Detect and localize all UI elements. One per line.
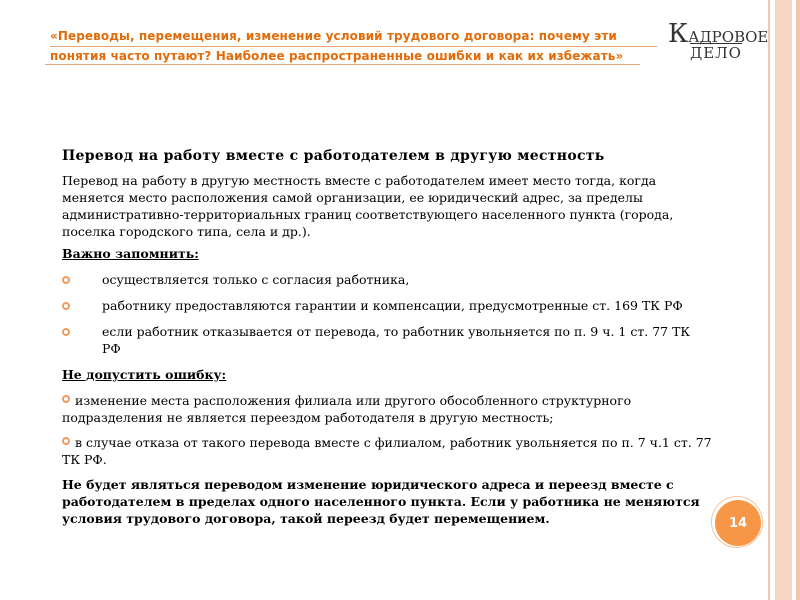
- bullet-ring-icon: [62, 437, 70, 445]
- bullet-ring-icon: [62, 302, 70, 310]
- header-underline: [45, 64, 640, 65]
- important-label: Важно запомнить:: [62, 246, 199, 261]
- intro-paragraph: Перевод на работу в другую местность вместе с работодателем имеет место тогда, когда меняется место расположения самой организации, ее юридический адрес, за пределы административно-территориальных границ соответствующего населенного пункта (города, поселка городского типа, села и др.).: [62, 173, 674, 239]
- important-list: [62, 271, 712, 357]
- list-item: изменение места расположения филиала или другого обособленного структурного подразделения не является переездом работодателя в другую местность;: [62, 393, 632, 425]
- bullet-ring-icon: [62, 395, 70, 403]
- list-item: работнику предоставляются гарантии и компенсации, предусмотренные ст. 169 ТК РФ: [62, 297, 712, 314]
- page-number-badge: 14: [715, 500, 761, 546]
- kadrovoe-delo-logo: [668, 19, 769, 64]
- header-title-line-1: «Переводы, перемещения, изменение условий трудового договора: почему эти: [50, 27, 657, 47]
- decor-stripe-thin-left: [768, 0, 770, 600]
- decor-stripe: [775, 0, 792, 600]
- final-note: Не будет являться переводом изменение юридического адреса и переезд вместе с работодателем в пределах одного населенного пункта. Если у работника не меняются условия трудового договора, такой переезд будет перемещением.: [62, 477, 700, 526]
- list-item: в случае отказа от такого перевода вместе с филиалом, работник увольняется по п. 7 ч.1 ст. 77 ТК РФ.: [62, 435, 712, 467]
- section-heading: Перевод на работу вместе с работодателем в другую местность: [62, 148, 605, 164]
- decor-stripe-thin-right: [796, 0, 800, 600]
- logo-bottom-text: ДЕЛО: [690, 44, 742, 62]
- bullet-ring-icon: [62, 328, 70, 336]
- list-item: осуществляется только с согласия работника,: [62, 271, 712, 288]
- slide-header-title: [50, 27, 660, 66]
- slide-body: [62, 148, 712, 527]
- mistake-list: [62, 392, 712, 468]
- mistake-label: Не допустить ошибку:: [62, 367, 227, 382]
- bullet-ring-icon: [62, 276, 70, 284]
- list-item: если работник отказывается от перевода, то работник увольняется по п. 9 ч. 1 ст. 77 ТК РФ: [62, 323, 712, 357]
- header-title-line-2: понятия часто путают? Наиболее распространенные ошибки и как их избежать»: [50, 49, 624, 63]
- logo-top-text: КАДРОВОЕ: [668, 19, 769, 49]
